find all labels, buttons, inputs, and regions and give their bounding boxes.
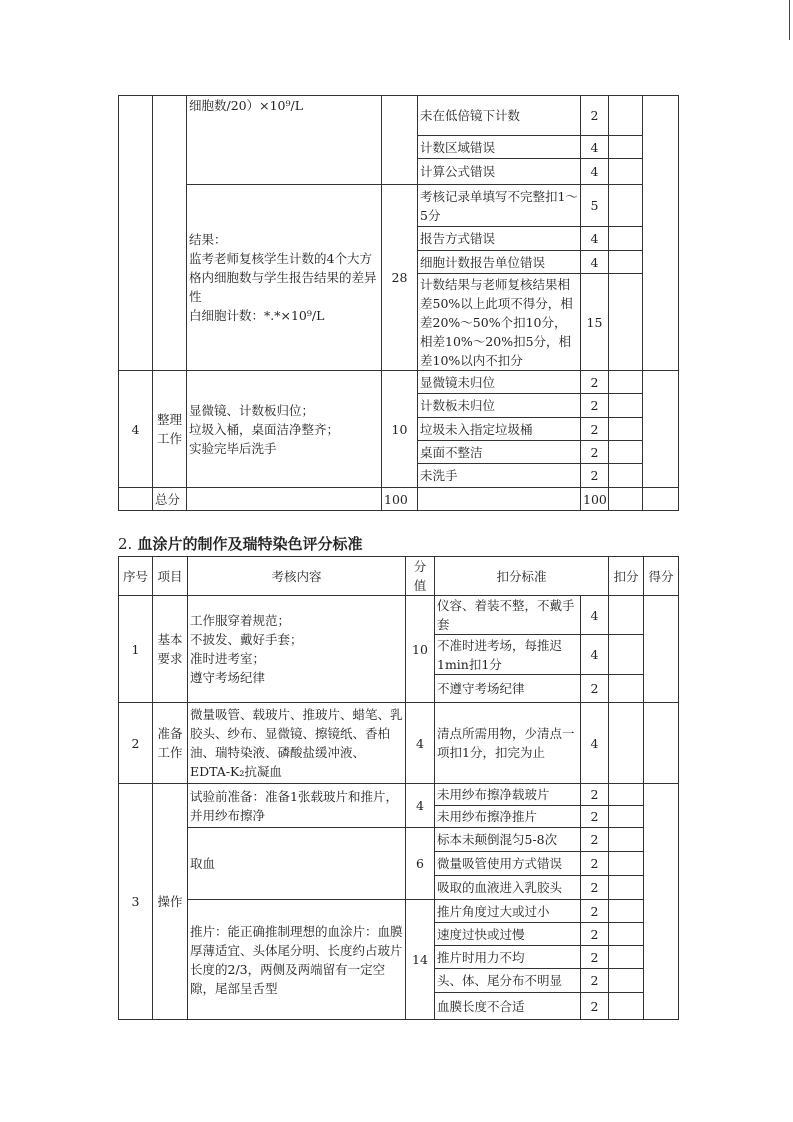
deduction-text <box>418 488 581 511</box>
content-line: 结果： <box>189 232 227 247</box>
deduct-input-cell[interactable] <box>609 394 643 418</box>
section-heading <box>118 533 363 554</box>
score-cell: 28 <box>382 185 418 371</box>
deduction-text: 推片时用力不均 <box>435 946 581 969</box>
deduction-points: 2 <box>581 96 609 136</box>
deduct-input-cell[interactable] <box>609 227 643 251</box>
section-number: 2. <box>118 535 133 553</box>
deduct-input-cell[interactable] <box>609 784 644 806</box>
no-cell: 2 <box>119 703 153 784</box>
header-content: 考核内容 <box>188 557 406 596</box>
got-input-cell[interactable] <box>643 371 679 488</box>
deduction-points: 2 <box>581 923 609 946</box>
content-line: 遵守考场纪律 <box>190 670 266 685</box>
deduct-input-cell[interactable] <box>609 251 643 274</box>
deduct-input-cell[interactable] <box>609 900 644 923</box>
table-row <box>119 828 679 852</box>
content-line: 实验完毕后洗手 <box>189 440 277 456</box>
table-row <box>119 900 679 923</box>
deduct-input-cell[interactable] <box>609 852 644 876</box>
content-cell: 推片：能正确推制理想的血涂片：血膜厚薄适宜、头体尾分明、长度约占玻片长度的2/3，两侧及两端留有一定空隙，尾部呈舌型 <box>188 900 406 1020</box>
deduction-points: 4 <box>581 159 609 185</box>
page-edge-line <box>789 0 790 40</box>
deduction-points: 2 <box>581 876 609 900</box>
total-score: 100 <box>382 488 418 511</box>
item-cell: 整理工作 <box>153 371 187 488</box>
table-row <box>119 596 679 635</box>
deduct-input-cell[interactable] <box>609 464 643 488</box>
got-input-cell[interactable] <box>643 96 679 371</box>
deduction-points: 2 <box>581 828 609 852</box>
deduct-input-cell[interactable] <box>609 828 644 852</box>
content-line: 准时进考室； <box>190 651 266 666</box>
header-score: 分值 <box>406 557 435 596</box>
deduct-input-cell[interactable] <box>609 159 643 185</box>
deduction-text: 计数结果与老师复核结果相差50%以上此项不得分，相差20%～50%个扣10分，相差10%～20%扣5分，相差10%以内不扣分 <box>418 274 581 371</box>
content-cell <box>187 371 382 488</box>
deduction-text: 推片角度过大或过小 <box>435 900 581 923</box>
no-cell <box>119 96 153 371</box>
item-cell: 操作 <box>153 784 188 1020</box>
deduct-input-cell[interactable] <box>609 635 644 675</box>
score-cell: 6 <box>406 828 435 900</box>
item-cell: 准备工作 <box>153 703 188 784</box>
content-cell: 微量吸管、载玻片、推玻片、蜡笔、乳胶头、纱布、显微镜、擦镜纸、香柏油、瑞特染液、磷酸盐缓冲液、EDTA-K₂抗凝血 <box>188 703 406 784</box>
total-points: 100 <box>581 488 609 511</box>
deduction-text: 未用纱布擦净载玻片 <box>435 784 581 806</box>
deduction-points: 2 <box>581 418 609 441</box>
deduction-points: 2 <box>581 675 609 703</box>
deduct-input-cell[interactable] <box>609 969 644 993</box>
table-row <box>119 703 679 784</box>
score-cell: 4 <box>406 703 435 784</box>
deduction-points: 5 <box>581 185 609 227</box>
deduction-text: 清点所需用物，少清点一项扣1分，扣完为止 <box>435 703 581 784</box>
content-line: 工作服穿着规范； <box>190 613 291 628</box>
item-cell: 基本要求 <box>153 596 188 703</box>
content-line: 不披发、戴好手套； <box>190 632 303 647</box>
deduct-input-cell[interactable] <box>609 96 643 136</box>
deduction-points: 15 <box>581 274 609 371</box>
deduction-points: 2 <box>581 464 609 488</box>
deduction-text: 垃圾未入指定垃圾桶 <box>418 418 581 441</box>
deduction-text: 未用纱布擦净推片 <box>435 806 581 828</box>
deduct-input-cell[interactable] <box>609 418 643 441</box>
table-row <box>119 784 679 806</box>
item-cell <box>153 96 187 371</box>
deduction-text: 仪容、着装不整，不戴手套 <box>435 596 581 635</box>
deduct-input-cell[interactable] <box>609 806 644 828</box>
deduction-points: 2 <box>581 784 609 806</box>
content-line: 白细胞计数：*.*×10⁹/L <box>189 308 325 323</box>
deduction-text: 计数区域错误 <box>418 136 581 159</box>
deduction-text: 速度过快或过慢 <box>435 923 581 946</box>
score-cell: 10 <box>406 596 435 703</box>
header-got: 得分 <box>644 557 679 596</box>
deduction-points: 2 <box>581 900 609 923</box>
header-item: 项目 <box>153 557 188 596</box>
no-cell: 3 <box>119 784 153 1020</box>
deduct-input-cell[interactable] <box>609 136 643 159</box>
content-line: 垃圾入桶，桌面洁净整齐； <box>189 421 340 437</box>
score-cell: 10 <box>382 371 418 488</box>
no-cell: 1 <box>119 596 153 703</box>
deduct-input-cell[interactable] <box>609 488 643 511</box>
deduct-input-cell[interactable] <box>609 876 644 900</box>
deduct-input-cell[interactable] <box>609 596 644 635</box>
deduct-input-cell[interactable] <box>609 185 643 227</box>
deduction-points: 2 <box>581 806 609 828</box>
blood-cell-count-table-continued <box>118 95 679 511</box>
deduction-points: 2 <box>581 394 609 418</box>
deduction-points: 4 <box>581 703 609 784</box>
table-row <box>119 371 679 394</box>
deduction-text: 计数板未归位 <box>418 394 581 418</box>
score-cell: 14 <box>406 900 435 1020</box>
deduction-points: 2 <box>581 852 609 876</box>
content-cell: 取血 <box>188 828 406 900</box>
deduct-input-cell[interactable] <box>609 441 643 464</box>
deduction-text: 未在低倍镜下计数 <box>418 96 581 136</box>
section-title: 血涂片的制作及瑞特染色评分标准 <box>137 535 363 553</box>
content-line: 监考老师复核学生计数的4个大方格内细胞数与学生报告结果的差异性 <box>189 251 377 304</box>
score-cell: 4 <box>406 784 435 828</box>
no-cell <box>119 488 153 511</box>
got-input-cell[interactable] <box>643 488 679 511</box>
deduction-points: 4 <box>581 251 609 274</box>
deduction-text: 头、体、尾分布不明显 <box>435 969 581 993</box>
deduction-points: 4 <box>581 635 609 675</box>
blood-smear-scoring-table <box>118 556 679 1020</box>
deduction-text: 细胞计数报告单位错误 <box>418 251 581 274</box>
total-row <box>119 488 679 511</box>
deduction-text: 吸取的血液进入乳胶头 <box>435 876 581 900</box>
content-line: 显微镜、计数板归位； <box>189 402 315 418</box>
deduction-text: 不遵守考场纪律 <box>435 675 581 703</box>
deduction-text: 微量吸管使用方式错误 <box>435 852 581 876</box>
content-cell <box>187 488 382 511</box>
got-input-cell[interactable] <box>644 596 679 703</box>
deduction-text: 标本未颠倒混匀5-8次 <box>435 828 581 852</box>
table-row <box>119 96 679 136</box>
got-input-cell[interactable] <box>644 703 679 784</box>
header-deduct: 扣分 <box>609 557 644 596</box>
content-cell: 试验前准备：准备1张载玻片和推片，并用纱布擦净 <box>188 784 406 828</box>
deduct-input-cell[interactable] <box>609 946 644 969</box>
content-cell <box>187 185 382 371</box>
deduction-points: 2 <box>581 969 609 993</box>
content-cell: 细胞数/20）×10⁹/L <box>187 96 382 185</box>
deduction-text: 考核记录单填写不完整扣1～5分 <box>418 185 581 227</box>
got-input-cell[interactable] <box>644 784 679 1020</box>
deduct-input-cell[interactable] <box>609 923 644 946</box>
deduct-input-cell[interactable] <box>609 274 643 371</box>
deduction-points: 2 <box>581 441 609 464</box>
deduction-points: 2 <box>581 371 609 394</box>
score-cell <box>382 96 418 185</box>
deduct-input-cell[interactable] <box>609 993 644 1020</box>
deduction-text: 未洗手 <box>418 464 581 488</box>
deduction-text: 不准时进考场，每推迟1min扣1分 <box>435 635 581 675</box>
deduction-points: 4 <box>581 596 609 635</box>
deduction-text: 显微镜未归位 <box>418 371 581 394</box>
deduction-text: 计算公式错误 <box>418 159 581 185</box>
deduction-text: 报告方式错误 <box>418 227 581 251</box>
no-cell: 4 <box>119 371 153 488</box>
deduction-points: 2 <box>581 993 609 1020</box>
total-label: 总分 <box>153 488 187 511</box>
deduct-input-cell[interactable] <box>609 703 644 784</box>
table-row <box>119 185 679 227</box>
deduction-points: 4 <box>581 227 609 251</box>
deduction-points: 2 <box>581 946 609 969</box>
deduct-input-cell[interactable] <box>609 371 643 394</box>
deduction-text: 桌面不整洁 <box>418 441 581 464</box>
header-row <box>119 557 679 596</box>
deduction-text: 血膜长度不合适 <box>435 993 581 1020</box>
content-cell <box>188 596 406 703</box>
header-no: 序号 <box>119 557 153 596</box>
deduction-points: 4 <box>581 136 609 159</box>
header-criteria: 扣分标准 <box>435 557 609 596</box>
deduct-input-cell[interactable] <box>609 675 644 703</box>
